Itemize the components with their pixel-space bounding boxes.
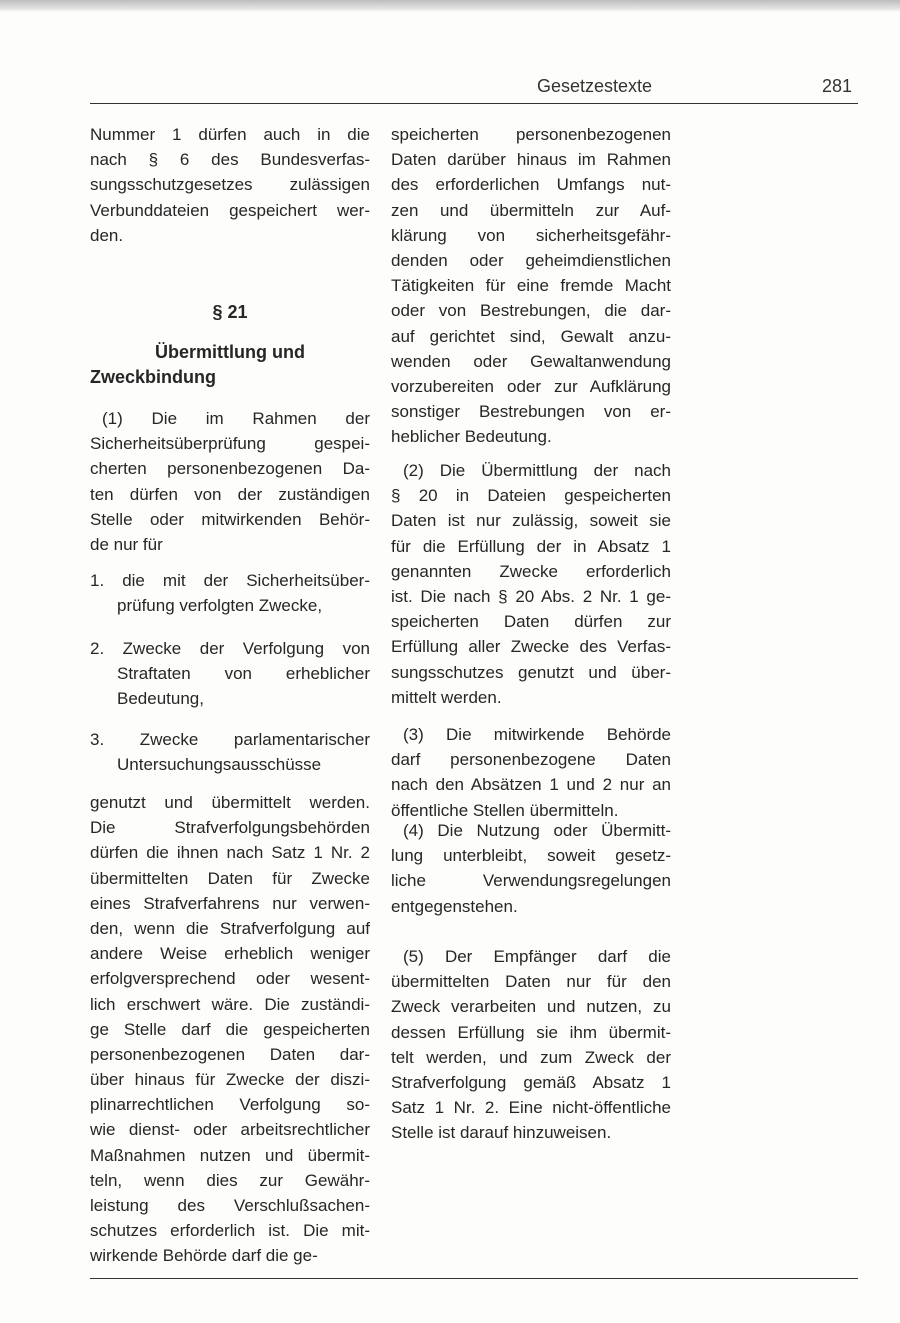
text-line: Tätigkeiten für eine fremde Macht [391, 276, 671, 296]
text-line: erfolgversprechend oder wesent- [90, 969, 370, 989]
text-line: nach den Absätzen 1 und 2 nur an [391, 775, 671, 795]
text-line: sungsschutzgesetzes zulässigen [90, 175, 370, 195]
paragraph-5 [391, 944, 671, 1146]
text-line: wenden oder Gewaltanwendung [391, 351, 671, 371]
text-line: (1) Die im Rahmen der [102, 409, 370, 428]
text-line: (3) Die mitwirkende Behörde [403, 725, 671, 744]
text-line: teln, wenn dies zur Gewähr- [90, 1170, 370, 1190]
text-line: klärung von sicherheitsgefähr- [391, 225, 671, 245]
text-line: Nummer 1 dürfen auch in die [90, 125, 370, 144]
text-line: Maßnahmen nutzen und übermit- [90, 1145, 370, 1165]
text-line: auf gerichtet sind, Gewalt anzu- [391, 326, 671, 346]
text-line: des erforderlichen Umfangs nut- [391, 175, 671, 195]
list-item-3 [90, 727, 370, 777]
text-line: Daten darüber hinaus im Rahmen [391, 150, 671, 170]
text-line: eines Strafverfahrens nur verwen- [90, 893, 370, 913]
text-line: Zweckbindung [90, 367, 216, 388]
text-line: Erfüllung aller Zwecke des Verfas- [391, 637, 671, 657]
footer-rule [90, 1278, 858, 1279]
paragraph-2 [391, 458, 671, 710]
text-line: lich erschwert wäre. Die zuständi- [90, 994, 370, 1014]
text-line: 2. Zwecke der Verfolgung von [90, 639, 370, 658]
text-line: de nur für [90, 534, 163, 554]
text-line: lung unterbleibt, soweit gesetz- [391, 846, 671, 866]
text-line: heblicher Bedeutung. [391, 427, 552, 447]
text-line: Satz 1 Nr. 2. Eine nicht-öffentliche [391, 1098, 671, 1118]
text-line: andere Weise erheblich weniger [90, 944, 370, 964]
text-line: den, wenn die Strafverfolgung auf [90, 918, 370, 938]
page-number: 281 [822, 76, 853, 96]
text-line: ist. Die nach § 20 Abs. 2 Nr. 1 ge- [391, 586, 671, 606]
text-line: schutzes erforderlich ist. Die mit- [90, 1221, 370, 1241]
text-line: speicherten personenbezogenen [391, 125, 671, 144]
text-line: Übermittlung und [155, 342, 305, 362]
text-line: ten dürfen von der zuständigen [90, 484, 370, 504]
text-line: dessen Erfüllung sie ihm übermit- [391, 1022, 671, 1042]
paragraph-1 [90, 406, 370, 557]
text-line: oder von Bestrebungen, die dar- [391, 301, 671, 321]
text-line: Bedeutung, [117, 689, 204, 709]
text-line: darf personenbezogene Daten [391, 750, 671, 770]
text-line: personenbezogenen Daten dar- [90, 1044, 370, 1064]
text-line: § 20 in Dateien gespeicherten [391, 486, 671, 506]
text-line: denden oder geheimdienstlichen [391, 250, 671, 270]
text-line: Untersuchungsausschüsse [117, 755, 322, 775]
text-line: ge Stelle darf die gespeicherten [90, 1019, 370, 1039]
text-line: Zweck verarbeiten und nutzen, zu [391, 997, 671, 1017]
text-line: sungsschutzes genutzt und über- [391, 662, 671, 682]
section-number: § 21 [212, 302, 248, 322]
text-line: übermittelten Daten für Zwecke [90, 868, 370, 888]
text-line: (4) Die Nutzung oder Übermitt- [403, 821, 671, 840]
text-line: für die Erfüllung der in Absatz 1 [391, 536, 671, 556]
header-rule [90, 103, 858, 104]
text-line: zen und übermitteln zur Auf- [391, 200, 671, 220]
text-line: liche Verwendungsregelungen [391, 871, 671, 891]
text-line: prüfung verfolgten Zwecke, [117, 596, 323, 616]
text-line: den. [90, 225, 124, 245]
text-line: wie dienst- oder arbeitsrechtlicher [90, 1120, 370, 1140]
text-line: mittelt werden. [391, 687, 502, 707]
paragraph-1-end [391, 122, 671, 449]
text-line: Stelle oder mitwirkenden Behör- [90, 509, 370, 529]
text-line: Stelle ist darauf hinzuweisen. [391, 1123, 612, 1143]
paragraph-4 [391, 818, 671, 919]
list-item-1 [90, 568, 370, 618]
scan-edge [0, 0, 900, 12]
text-line: Die Strafverfolgungsbehörden [90, 818, 370, 838]
text-line: leistung des Verschlußsachen- [90, 1196, 370, 1215]
text-line: entgegenstehen. [391, 896, 518, 916]
text-line: Verbunddateien gespeichert wer- [90, 200, 370, 220]
text-line: wirkende Behörde darf die ge- [90, 1246, 318, 1266]
text-line: 3. Zwecke parlamentarischer [90, 730, 370, 749]
text-line: (2) Die Übermittlung der nach [403, 461, 671, 480]
text-line: nach § 6 des Bundesverfas- [90, 150, 370, 170]
section-title [90, 340, 370, 390]
text-line: Sicherheitsüberprüfung gespei- [90, 434, 370, 454]
text-line: dürfen die ihnen nach Satz 1 Nr. 2 [90, 843, 370, 863]
text-line: über hinaus für Zwecke der diszi- [90, 1070, 370, 1090]
text-line: öffentliche Stellen übermitteln. [391, 800, 619, 820]
text-line: genannten Zwecke erforderlich [391, 561, 671, 581]
text-line: Strafverfolgung gemäß Absatz 1 [391, 1072, 671, 1092]
text-line: plinarrechtlichen Verfolgung so- [90, 1095, 370, 1115]
paragraph-continued [90, 122, 370, 248]
text-line: Straftaten von erheblicher [117, 664, 370, 684]
paragraph-1-continued [90, 790, 370, 1269]
text-line: genutzt und übermittelt werden. [90, 793, 370, 812]
text-line: (5) Der Empfänger darf die [403, 947, 671, 966]
text-line: 1. die mit der Sicherheitsüber- [90, 571, 370, 590]
text-line: speicherten Daten dürfen zur [391, 612, 671, 632]
text-line: sonstiger Bestrebungen von er- [391, 402, 671, 422]
running-header: Gesetzestexte [537, 76, 653, 96]
text-line: vorzubereiten oder zur Aufklärung [391, 376, 671, 396]
text-line: cherten personenbezogenen Da- [90, 459, 370, 479]
text-line: übermittelten Daten nur für den [391, 972, 671, 992]
paragraph-3 [391, 722, 671, 823]
list-item-2 [90, 636, 370, 712]
text-line: telt werden, und zum Zweck der [391, 1047, 671, 1067]
text-line: Daten ist nur zulässig, soweit sie [391, 511, 671, 531]
